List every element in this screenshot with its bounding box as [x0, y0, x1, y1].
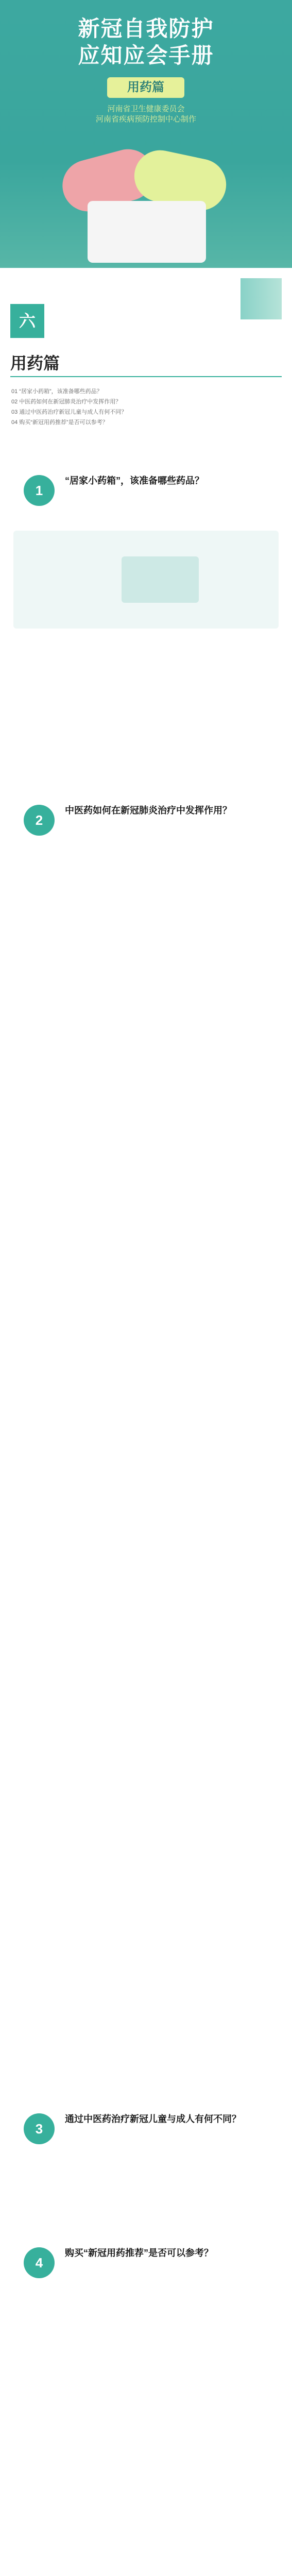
question-number-4: 4 [24, 2247, 55, 2278]
section-heading [0, 268, 292, 386]
question-title-1: “居家小药箱”，该准备哪些药品？ [65, 476, 204, 486]
table-of-contents [0, 386, 292, 438]
section-decoration [241, 278, 282, 319]
hero-badge: 用药篇 [107, 77, 184, 98]
question-number-2: 2 [24, 805, 55, 836]
hero-illustration [0, 124, 292, 268]
question-block-3 [13, 2107, 279, 2159]
section-title: 用药篇 [10, 354, 60, 372]
toc-item-3[interactable]: 03 通过中医药治疗新冠儿童与成人有何不同？ [11, 409, 127, 415]
medicine-box-illustration [88, 201, 206, 263]
spacer [0, 2169, 292, 2231]
spacer [0, 860, 292, 2097]
toc-item-1[interactable]: 01 “居家小药箱”，该准备哪些药品？ [11, 388, 102, 395]
spacer [0, 634, 292, 788]
question-title-4: 购买“新冠用药推荐”是否可以参考？ [65, 2248, 213, 2258]
hero-org-line2: 河南省疾病预防控制中心制作 [95, 115, 196, 124]
illustration-medicine-shelf [13, 531, 279, 629]
question-block-4 [13, 2241, 279, 2293]
question-title-3: 通过中医药治疗新冠儿童与成人有何不同？ [65, 2114, 241, 2124]
illustration-box [122, 556, 199, 603]
spacer [0, 438, 292, 459]
section-number-tile: 六 [10, 304, 44, 338]
question-block-2 [13, 799, 279, 850]
hero-org-line1: 河南省卫生健康委员会 [107, 105, 185, 113]
toc-item-4[interactable]: 04 购买“新冠用药推荐”是否可以参考？ [11, 419, 108, 426]
toc-item-2[interactable]: 02 中医药如何在新冠肺炎治疗中发挥作用？ [11, 399, 122, 405]
question-number-3: 3 [24, 2113, 55, 2144]
question-title-2: 中医药如何在新冠肺炎治疗中发挥作用？ [65, 805, 232, 816]
question-block-1 [13, 469, 279, 520]
hero-title [0, 15, 292, 69]
hero-title-line2: 应知应会手册 [78, 43, 214, 67]
section-rule [10, 376, 282, 377]
hero-banner [0, 0, 292, 268]
hero-title-line1: 新冠自我防护 [78, 16, 214, 41]
question-number-1: 1 [24, 475, 55, 506]
